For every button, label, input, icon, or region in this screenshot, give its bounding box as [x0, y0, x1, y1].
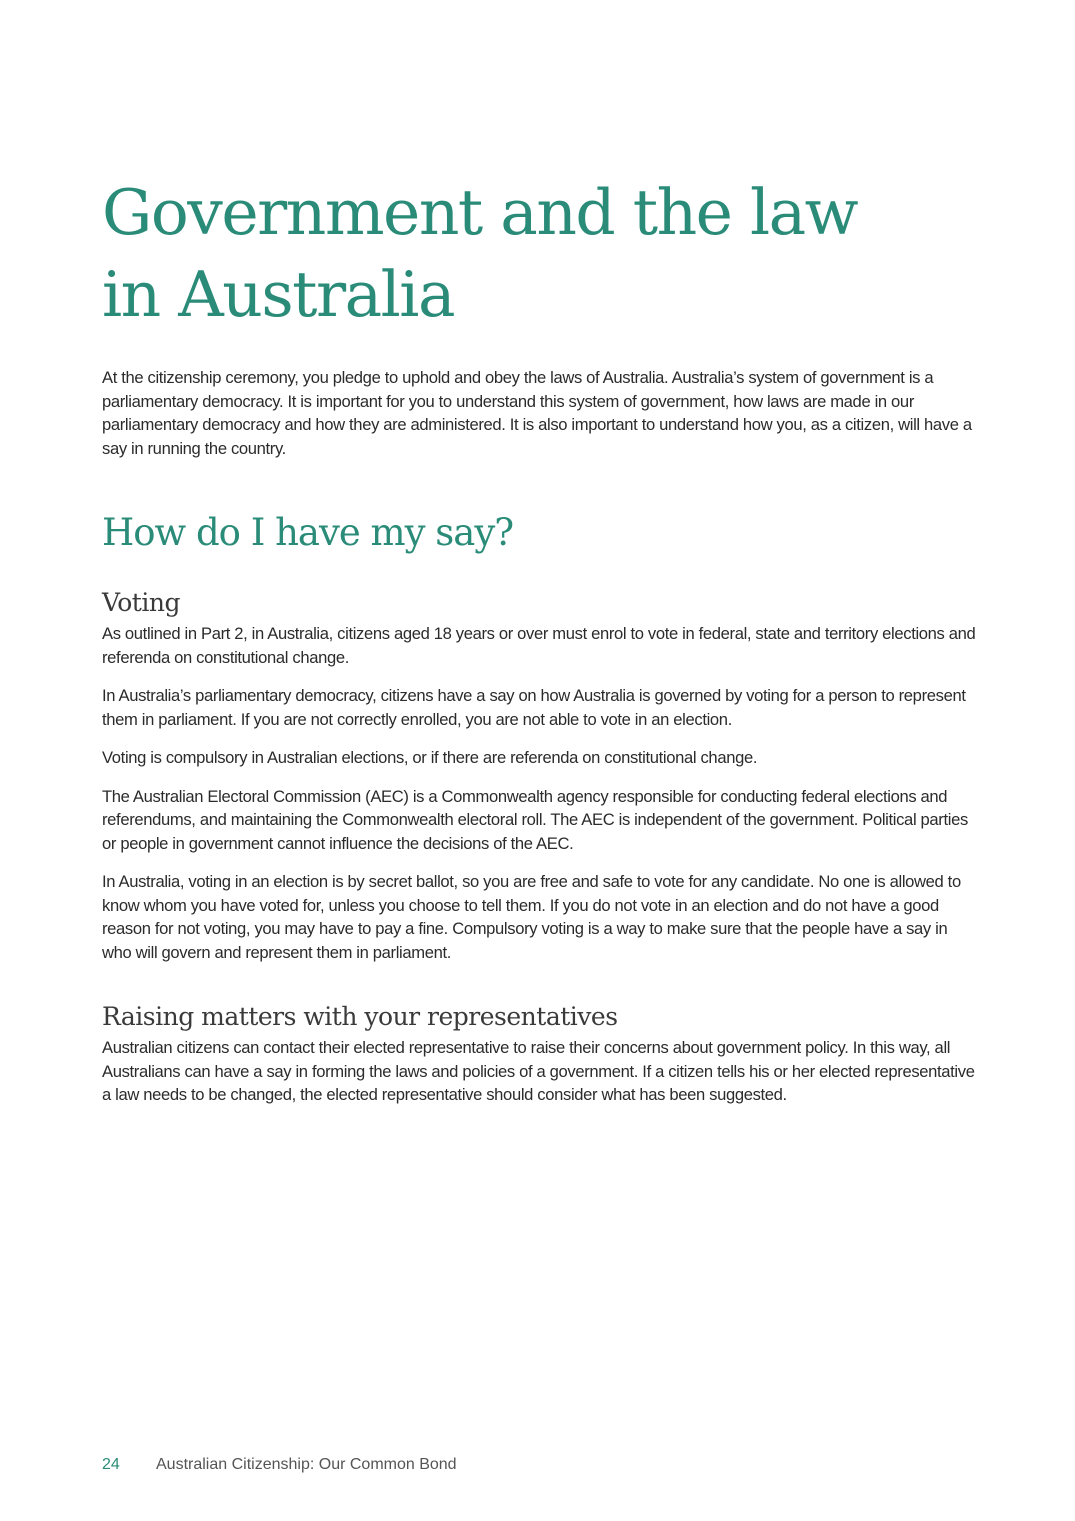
section-heading: How do I have my say?	[102, 511, 514, 554]
raising-heading: Raising matters with your representatives	[102, 1002, 618, 1031]
voting-heading: Voting	[102, 588, 180, 617]
page-title	[102, 172, 977, 336]
voting-paragraph-4: The Australian Electoral Commission (AEC) is a Commonwealth agency responsible for conducting federal elections and referendums, and maintaining the Commonwealth electoral roll. The AEC is independent of the government. Political parties or people in government cannot influence the decisions of the AEC.	[102, 786, 968, 853]
page-footer	[102, 1454, 457, 1476]
publication-title: Australian Citizenship: Our Common Bond	[156, 1456, 457, 1473]
voting-section	[102, 586, 977, 979]
raising-section	[102, 1000, 977, 1122]
page-title-line-1: Government and the law	[102, 176, 858, 249]
voting-paragraph-5: In Australia, voting in an election is by secret ballot, so you are free and safe to vote for any candidate. No one is allowed to know whom you have voted for, unless you choose to tell them. If you do not vote in an election and do not have a good reason for not voting, you may have to pay a fine. Compulsory voting is a way to make sure that the people have a say in who will govern and represent them in parliament.	[102, 872, 961, 962]
voting-paragraph-2: In Australia’s parliamentary democracy, citizens have a say on how Australia is governed by voting for a person to represent them in parliament. If you are not correctly enrolled, you are not able to vote in an election.	[102, 686, 966, 729]
page-number: 24	[102, 1456, 120, 1473]
intro-paragraph: At the citizenship ceremony, you pledge to uphold and obey the laws of Australia. Australia’s system of government is a parliamentary democracy. It is important for you to understand this system of government, how laws are made in our parliamentary democracy and how they are administered. It is also important to understand how you, as a citizen, will have a say in running the country.	[102, 368, 972, 458]
page-title-line-2: in Australia	[102, 258, 455, 331]
voting-paragraph-3: Voting is compulsory in Australian elections, or if there are referenda on constitutional change.	[102, 748, 758, 767]
raising-paragraph-1: Australian citizens can contact their elected representative to raise their concerns about government policy. In this way, all Australians can have a say in forming the laws and policies of a government. If a citizen tells his or her elected representative a law needs to be changed, the elected representative should consider what has been suggested.	[102, 1038, 975, 1104]
voting-paragraph-1: As outlined in Part 2, in Australia, citizens aged 18 years or over must enrol to vote in federal, state and territory elections and referenda on constitutional change.	[102, 624, 976, 667]
